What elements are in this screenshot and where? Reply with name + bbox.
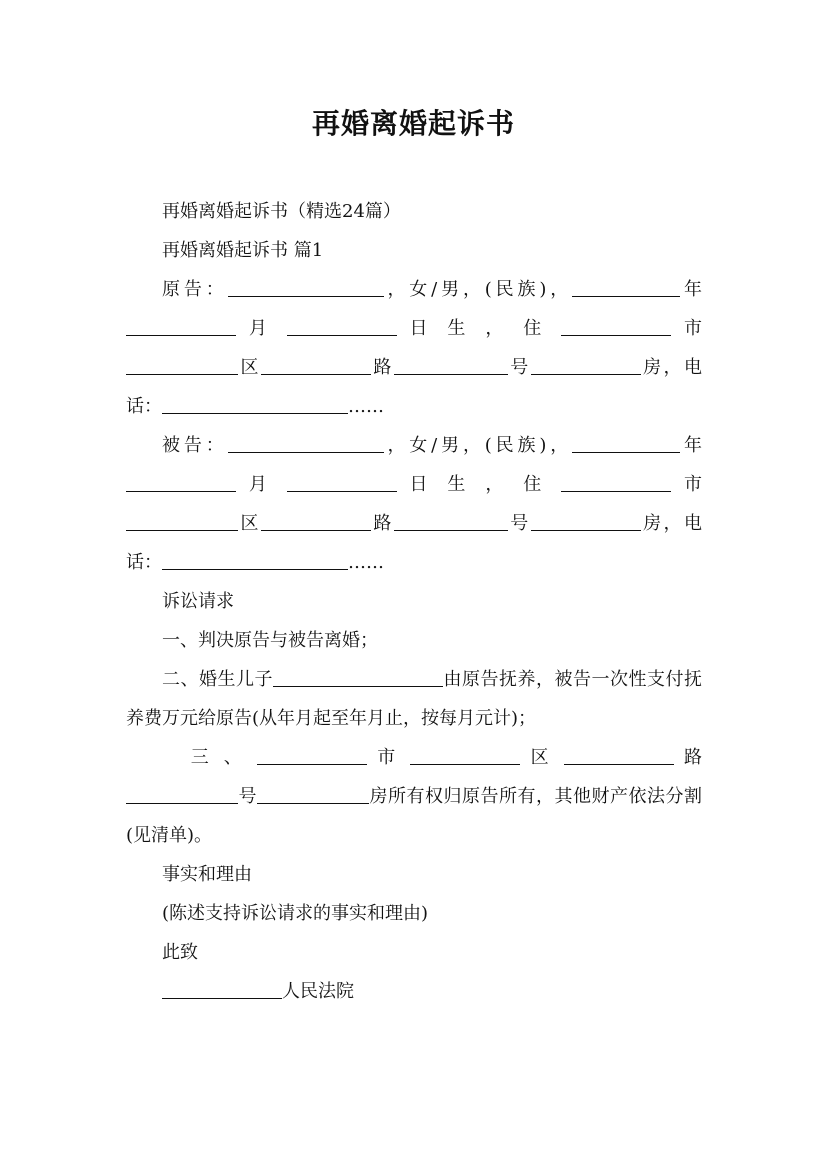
gender-ethnicity: ，女/男，(民族)， <box>383 435 573 456</box>
road-label: 路 <box>370 357 394 378</box>
closing: 此致 <box>162 942 198 963</box>
blank <box>126 473 236 492</box>
blank <box>162 395 348 414</box>
phone-label: 话： <box>126 396 162 417</box>
name-blank <box>228 434 384 453</box>
blank <box>531 356 641 375</box>
blank <box>572 434 680 453</box>
claim-1: 一、判决原告与被告离婚； <box>162 630 378 651</box>
room-label: 房，电 <box>640 357 703 378</box>
month-label: 月 <box>248 474 274 495</box>
blank <box>261 512 371 531</box>
phone-label: 话： <box>126 552 162 573</box>
blank <box>287 473 397 492</box>
facts-heading: 事实和理由 <box>162 864 252 885</box>
blank <box>564 746 674 765</box>
claim-3-start: 三 、 <box>190 747 247 768</box>
number-label: 号 <box>507 357 531 378</box>
city-label: 市 <box>377 747 400 768</box>
ellipsis: …… <box>348 552 384 573</box>
day-label: 日 生 ， 住 <box>409 318 549 339</box>
blank <box>257 746 367 765</box>
blank <box>531 512 641 531</box>
gender-ethnicity: ，女/男，(民族)， <box>383 279 573 300</box>
claim-2-start: 二、婚生儿子 <box>162 669 273 690</box>
month-label: 月 <box>248 318 274 339</box>
city-label: 市 <box>683 318 702 339</box>
blank <box>561 317 671 336</box>
claim-3-rest: 房所有权归原告所有，其他财产依法分割(见清单)。 <box>126 786 702 846</box>
blank <box>126 785 238 804</box>
blank <box>394 512 508 531</box>
plaintiff-label: 原告： <box>162 279 228 300</box>
blank <box>273 668 443 687</box>
city-label: 市 <box>683 474 702 495</box>
blank <box>126 317 236 336</box>
year-label: 年 <box>680 435 702 456</box>
blank <box>257 785 369 804</box>
road-label: 路 <box>684 747 703 768</box>
claim-2-rest: 由原告抚养，被告一次性支付抚养费万元给原告(从年月起至年月止，按每月元计)； <box>126 669 702 729</box>
blank <box>572 278 680 297</box>
defendant-label: 被告： <box>162 435 228 456</box>
room-label: 房，电 <box>640 513 703 534</box>
defendant-paragraph <box>126 426 702 582</box>
year-label: 年 <box>680 279 702 300</box>
blank <box>126 356 238 375</box>
name-blank <box>228 278 384 297</box>
blank <box>287 317 397 336</box>
district-label: 区 <box>238 513 261 534</box>
plaintiff-paragraph <box>126 270 702 426</box>
court-label: 人民法院 <box>282 981 354 1002</box>
blank <box>561 473 671 492</box>
document-body <box>126 192 702 1011</box>
claim-3 <box>126 738 702 855</box>
section-heading: 再婚离婚起诉书 篇1 <box>162 240 324 261</box>
day-label: 日 生 ， 住 <box>409 474 549 495</box>
claim-2 <box>126 660 702 738</box>
blank <box>126 512 238 531</box>
blank <box>410 746 520 765</box>
facts-note: (陈述支持诉讼请求的事实和理由) <box>162 903 429 924</box>
district-label: 区 <box>238 357 261 378</box>
blank <box>394 356 508 375</box>
blank <box>261 356 371 375</box>
claims-heading: 诉讼请求 <box>162 591 234 612</box>
number-label: 号 <box>507 513 531 534</box>
court-line <box>126 972 702 1011</box>
blank <box>162 551 348 570</box>
district-label: 区 <box>530 747 554 768</box>
document-subtitle: 再婚离婚起诉书（精选24篇） <box>162 201 401 222</box>
road-label: 路 <box>370 513 394 534</box>
ellipsis: …… <box>348 396 384 417</box>
document-title: 再婚离婚起诉书 <box>311 107 515 140</box>
number-label: 号 <box>238 786 257 807</box>
court-blank <box>162 980 282 999</box>
